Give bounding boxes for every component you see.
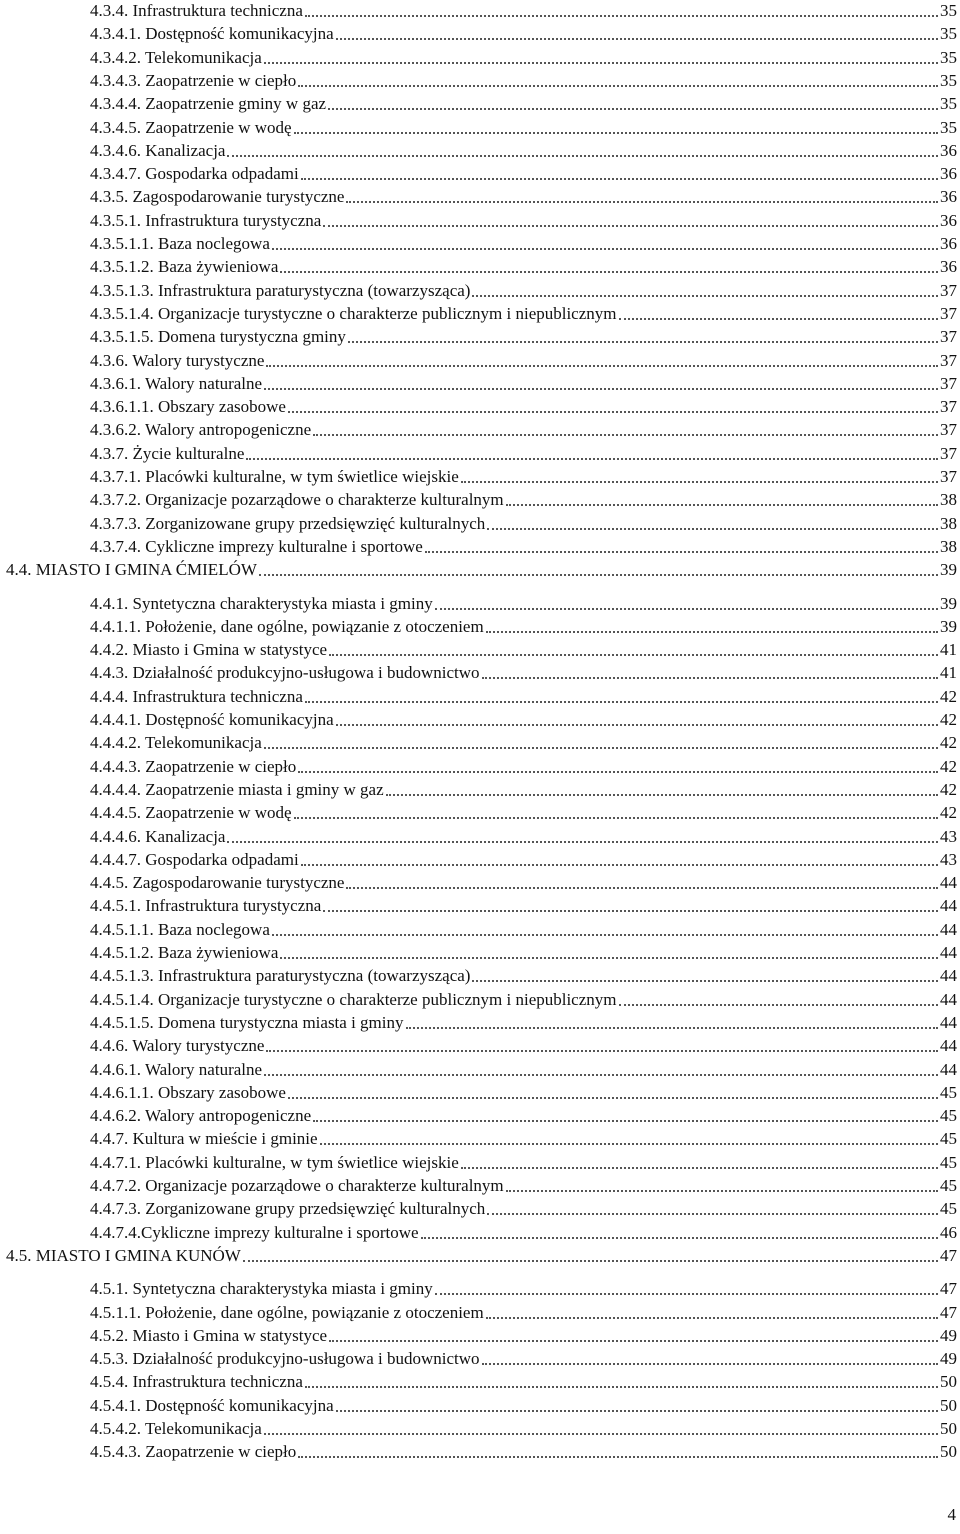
toc-dot-leader <box>298 1456 938 1458</box>
toc-entry-page: 37 <box>940 443 957 463</box>
toc-entry-title: 4.3.4.7. Gospodarka odpadami <box>90 164 299 184</box>
toc-entry-title: 4.4.4.3. Zaopatrzenie w ciepło <box>90 756 297 776</box>
toc-entry[interactable] <box>90 256 957 278</box>
toc-entry[interactable] <box>90 989 957 1011</box>
toc-dot-leader <box>264 62 938 64</box>
toc-entry[interactable] <box>90 826 957 848</box>
toc-entry[interactable] <box>90 233 957 255</box>
toc-entry-page: 35 <box>940 70 957 90</box>
toc-dot-leader <box>264 747 938 749</box>
toc-entry-title: 4.4.6.1.1. Obszary zasobowe <box>90 1082 286 1102</box>
toc-dot-leader <box>243 1260 938 1262</box>
toc-entry-title: 4.5.2. Miasto i Gmina w statystyce <box>90 1325 328 1345</box>
toc-entry-title: 4.5.4.2. Telekomunikacja <box>90 1419 262 1438</box>
toc-entry-title: 4.3.6.1. Walory naturalne <box>90 373 263 393</box>
toc-entry-title: 4.5.1.1. Położenie, dane ogólne, powiązanie z otoczeniem <box>90 1302 484 1322</box>
toc-entry-title: 4.4.5.1.2. Baza żywieniowa <box>90 943 279 962</box>
toc-entry[interactable] <box>90 709 957 731</box>
toc-entry[interactable] <box>90 802 957 824</box>
toc-dot-leader <box>328 108 938 110</box>
page-number: 4 <box>947 1505 956 1524</box>
toc-dot-leader <box>346 887 938 889</box>
toc-entry-title: 4.3.4.2. Telekomunikacja <box>90 47 262 67</box>
toc-entry[interactable] <box>90 1325 957 1347</box>
toc-dot-leader <box>329 1340 938 1342</box>
toc-entry-title: 4.4.4.6. Kanalizacja <box>90 826 226 846</box>
toc-entry-title: 4.3.7.4. Cykliczne imprezy kulturalne i sportowe <box>90 536 423 556</box>
toc-entry-title: 4.4.2. Miasto i Gmina w statystyce <box>90 640 328 660</box>
toc-entry[interactable] <box>90 756 957 778</box>
toc-entry-title: 4.4.4.5. Zaopatrzenie w wodę <box>90 803 292 823</box>
toc-entry[interactable] <box>90 186 957 208</box>
toc-entry[interactable] <box>90 849 957 871</box>
toc-entry-page: 37 <box>940 420 957 440</box>
toc-entry-page: 41 <box>940 640 957 660</box>
toc-dot-leader <box>272 248 938 250</box>
toc-dot-leader <box>272 934 938 936</box>
toc-entry-title: 4.4.4.1. Dostępność komunikacyjna <box>90 710 334 729</box>
toc-entry[interactable] <box>90 965 957 987</box>
toc-entry-title: 4.3.5.1. Infrastruktura turystyczna <box>90 210 322 230</box>
toc-entry[interactable] <box>90 373 957 395</box>
toc-entry[interactable] <box>90 639 957 661</box>
toc-entry-title: 4.3.5.1.4. Organizacje turystyczne o charakterze publicznym i niepublicznym <box>90 303 617 323</box>
toc-dot-leader <box>619 318 939 320</box>
toc-entry-title: 4.4.5.1. Infrastruktura turystyczna <box>90 896 322 916</box>
toc-entry-page: 45 <box>940 1129 957 1149</box>
toc-dot-leader <box>323 910 938 912</box>
toc-entry-page: 44 <box>940 1059 957 1079</box>
toc-entry-title: 4.3.6.2. Walory antropogeniczne <box>90 420 312 440</box>
toc-entry-title: 4.3.4.4. Zaopatrzenie gminy w gaz <box>90 94 327 114</box>
toc-dot-leader <box>435 1293 938 1295</box>
toc-entry-title: 4.4.4. Infrastruktura techniczna <box>90 686 303 706</box>
toc-entry-title: 4.4.5.1.3. Infrastruktura paraturystyczna (towarzysząca) <box>90 966 471 986</box>
toc-entry-title: 4.4.7.1. Placówki kulturalne, w tym świetlice wiejskie <box>90 1152 459 1172</box>
toc-entry[interactable] <box>90 942 957 964</box>
toc-entry[interactable] <box>6 559 957 581</box>
toc-entry-page: 39 <box>940 560 957 580</box>
toc-entry-page: 37 <box>940 350 957 370</box>
toc-entry-title: 4.4.5.1.5. Domena turystyczna miasta i gminy <box>90 1012 404 1032</box>
toc-dot-leader <box>305 701 938 703</box>
toc-dot-leader <box>264 388 938 390</box>
toc-entry-title: 4.5. MIASTO I GMINA KUNÓW <box>6 1245 241 1265</box>
toc-entry[interactable] <box>90 1371 957 1393</box>
toc-entry-page: 49 <box>940 1349 957 1369</box>
toc-entry-page: 36 <box>940 234 957 253</box>
toc-dot-leader <box>461 481 938 483</box>
toc-entry-page: 44 <box>940 943 957 962</box>
toc-entry[interactable] <box>90 536 957 558</box>
toc-dot-leader <box>280 957 938 959</box>
toc-dot-leader <box>298 771 938 773</box>
toc-dot-leader <box>305 1386 938 1388</box>
toc-entry-title: 4.5.1. Syntetyczna charakterystyka miasta i gminy <box>90 1279 433 1299</box>
toc-entry-page: 50 <box>940 1442 957 1462</box>
toc-entry-page: 38 <box>940 490 957 510</box>
toc-entry[interactable] <box>90 686 957 708</box>
toc-entry-page: 50 <box>940 1395 957 1415</box>
toc-dot-leader <box>288 411 938 413</box>
toc-entry-page: 50 <box>940 1419 957 1438</box>
toc-entry-title: 4.3.5.1.1. Baza noclegowa <box>90 234 270 253</box>
toc-entry-title: 4.4.6. Walory turystyczne <box>90 1036 265 1056</box>
toc-dot-leader <box>482 1363 938 1365</box>
toc-entry[interactable] <box>90 466 957 488</box>
toc-dot-leader <box>313 434 938 436</box>
toc-entry-title: 4.3.5.1.3. Infrastruktura paraturystyczna (towarzysząca) <box>90 280 471 300</box>
toc-dot-leader <box>472 295 938 297</box>
toc-dot-leader <box>336 724 938 726</box>
toc-entry-page: 42 <box>940 779 957 799</box>
toc-entry-title: 4.5.4.3. Zaopatrzenie w ciepło <box>90 1442 297 1462</box>
toc-entry[interactable] <box>90 1198 957 1220</box>
toc-entry[interactable] <box>90 303 957 325</box>
toc-entry-title: 4.3.4.3. Zaopatrzenie w ciepło <box>90 70 297 90</box>
toc-dot-leader <box>506 504 938 506</box>
toc-entry-page: 42 <box>940 756 957 776</box>
toc-dot-leader <box>294 132 938 134</box>
toc-dot-leader <box>320 1143 938 1145</box>
toc-dot-leader <box>264 1074 938 1076</box>
toc-entry-page: 45 <box>940 1176 957 1195</box>
toc-entry-page: 46 <box>940 1222 957 1242</box>
toc-entry-page: 43 <box>940 826 957 846</box>
toc-entry[interactable] <box>90 662 957 684</box>
toc-entry-page: 36 <box>940 257 957 277</box>
toc-entry[interactable] <box>90 140 957 162</box>
toc-entry-page: 42 <box>940 686 957 706</box>
toc-entry-page: 44 <box>940 1036 957 1056</box>
toc-entry[interactable] <box>90 513 957 535</box>
toc-entry[interactable] <box>90 210 957 232</box>
toc-entry-page: 36 <box>940 187 957 207</box>
toc-entry-title: 4.5.4. Infrastruktura techniczna <box>90 1372 303 1392</box>
toc-dot-leader <box>425 551 938 553</box>
toc-dot-leader <box>259 574 938 576</box>
toc-entry-page: 38 <box>940 536 957 556</box>
toc-entry-title: 4.4.1. Syntetyczna charakterystyka miasta i gminy <box>90 593 433 613</box>
toc-entry-title: 4.4.5. Zagospodarowanie turystyczne <box>90 873 345 893</box>
toc-entry[interactable] <box>90 93 957 115</box>
toc-dot-leader <box>472 980 938 982</box>
toc-entry-page: 44 <box>940 896 957 916</box>
toc-entry-title: 4.4.5.1.4. Organizacje turystyczne o charakterze publicznym i niepublicznym <box>90 989 617 1009</box>
toc-entry-page: 50 <box>940 1372 957 1392</box>
toc-entry-title: 4.3.4.6. Kanalizacja <box>90 140 226 160</box>
toc-dot-leader <box>336 1410 938 1412</box>
toc-dot-leader <box>406 1027 939 1029</box>
toc-dot-leader <box>266 365 938 367</box>
toc-entry[interactable] <box>90 779 957 801</box>
toc-entry-page: 47 <box>940 1279 957 1299</box>
toc-entry[interactable] <box>90 419 957 441</box>
toc-entry-title: 4.3.4.5. Zaopatrzenie w wodę <box>90 117 292 137</box>
toc-entry-title: 4.4.6.1. Walory naturalne <box>90 1059 263 1079</box>
toc-entry-title: 4.3.7.3. Zorganizowane grupy przedsięwzięć kulturalnych <box>90 513 486 533</box>
toc-entry-page: 45 <box>940 1082 957 1102</box>
toc-entry-title: 4.4. MIASTO I GMINA ĆMIELÓW <box>6 560 257 580</box>
toc-entry-title: 4.4.1.1. Położenie, dane ogólne, powiązanie z otoczeniem <box>90 616 484 636</box>
toc-entry[interactable] <box>90 872 957 894</box>
toc-entry[interactable] <box>90 1105 957 1127</box>
toc-dot-leader <box>506 1190 938 1192</box>
toc-entry-title: 4.3.7.2. Organizacje pozarządowe o charakterze kulturalnym <box>90 490 504 510</box>
toc-entry[interactable] <box>90 1395 957 1417</box>
toc-entry[interactable] <box>90 489 957 511</box>
toc-entry-title: 4.3.7. Życie kulturalne <box>90 443 245 463</box>
toc-entry[interactable] <box>90 1128 957 1150</box>
toc-dot-leader <box>323 225 938 227</box>
toc-entry-page: 47 <box>940 1302 957 1322</box>
toc-dot-leader <box>486 631 938 633</box>
toc-entry-page: 37 <box>940 280 957 300</box>
toc-entry-page: 44 <box>940 1012 957 1032</box>
toc-entry-page: 45 <box>940 1199 957 1219</box>
toc-entry-page: 43 <box>940 849 957 869</box>
toc-entry[interactable] <box>90 593 957 615</box>
toc-dot-leader <box>301 864 938 866</box>
toc-dot-leader <box>421 1237 938 1239</box>
toc-dot-leader <box>486 1317 938 1319</box>
toc-entry[interactable] <box>90 1035 957 1057</box>
toc-entry-page: 36 <box>940 164 957 184</box>
toc-entry-title: 4.5.4.1. Dostępność komunikacyjna <box>90 1395 334 1415</box>
toc-dot-leader <box>336 38 938 40</box>
toc-entry-page: 35 <box>940 117 957 137</box>
toc-dot-leader <box>386 794 938 796</box>
toc-entry-title: 4.4.7.2. Organizacje pozarządowe o charakterze kulturalnym <box>90 1176 504 1195</box>
toc-dot-leader <box>227 841 938 843</box>
toc-entry-page: 35 <box>940 24 957 44</box>
toc-entry-title: 4.4.4.4. Zaopatrzenie miasta i gminy w gaz <box>90 779 384 799</box>
toc-dot-leader <box>266 1050 938 1052</box>
toc-entry-title: 4.4.7.3. Zorganizowane grupy przedsięwzięć kulturalnych <box>90 1199 486 1219</box>
toc-entry-page: 38 <box>940 513 957 533</box>
toc-entry-page: 45 <box>940 1152 957 1172</box>
toc-entry[interactable] <box>90 1441 957 1463</box>
toc-entry-page: 42 <box>940 710 957 729</box>
toc-dot-leader <box>227 155 938 157</box>
toc-entry-title: 4.4.7.4.Cykliczne imprezy kulturalne i sportowe <box>90 1222 419 1242</box>
toc-entry-page: 36 <box>940 210 957 230</box>
toc-dot-leader <box>246 458 938 460</box>
toc-entry-title: 4.3.5.1.5. Domena turystyczna gminy <box>90 327 346 347</box>
toc-dot-leader <box>313 1120 938 1122</box>
toc-dot-leader <box>264 1433 938 1435</box>
toc-entry-title: 4.4.6.2. Walory antropogeniczne <box>90 1106 312 1126</box>
toc-entry[interactable] <box>90 1302 957 1324</box>
toc-dot-leader <box>298 85 938 87</box>
toc-entry-page: 35 <box>940 94 957 114</box>
toc-entry-title: 4.4.4.7. Gospodarka odpadami <box>90 849 299 869</box>
toc-entry[interactable] <box>90 919 957 941</box>
toc-entry[interactable] <box>90 326 957 348</box>
toc-entry[interactable] <box>90 1278 957 1300</box>
toc-entry[interactable] <box>90 47 957 69</box>
toc-dot-leader <box>288 1097 938 1099</box>
toc-entry[interactable] <box>90 443 957 465</box>
toc-entry-page: 45 <box>940 1106 957 1126</box>
toc-entry-title: 4.4.5.1.1. Baza noclegowa <box>90 919 270 939</box>
toc-entry[interactable] <box>90 117 957 139</box>
toc-entry[interactable] <box>90 1418 957 1440</box>
toc-entry-title: 4.3.4.1. Dostępność komunikacyjna <box>90 24 334 44</box>
toc-entry-page: 41 <box>940 663 957 683</box>
toc-dot-leader <box>329 654 938 656</box>
toc-entry[interactable] <box>90 1152 957 1174</box>
toc-entry-title: 4.3.4. Infrastruktura techniczna <box>90 1 303 20</box>
toc-entry[interactable] <box>90 280 957 302</box>
toc-entry-page: 37 <box>940 467 957 486</box>
toc-entry-page: 42 <box>940 733 957 753</box>
toc-entry-page: 37 <box>940 303 957 323</box>
toc-entry-page: 39 <box>940 616 957 636</box>
toc-entry-page: 36 <box>940 140 957 160</box>
toc-entry-title: 4.3.5.1.2. Baza żywieniowa <box>90 257 279 277</box>
toc-entry-page: 37 <box>940 397 957 417</box>
toc-entry[interactable] <box>90 616 957 638</box>
toc-entry[interactable] <box>90 1082 957 1104</box>
toc-entry-page: 44 <box>940 919 957 939</box>
toc-entry-title: 4.3.6.1.1. Obszary zasobowe <box>90 397 286 417</box>
toc-dot-leader <box>461 1167 938 1169</box>
toc-entry-page: 42 <box>940 803 957 823</box>
toc-dot-leader <box>482 677 938 679</box>
toc-dot-leader <box>305 15 938 17</box>
toc-entry-page: 39 <box>940 593 957 613</box>
toc-entry[interactable] <box>90 1012 957 1034</box>
toc-entry[interactable] <box>6 1245 957 1267</box>
toc-entry-title: 4.4.7. Kultura w mieście i gminie <box>90 1129 318 1149</box>
toc-entry[interactable] <box>90 70 957 92</box>
toc-dot-leader <box>280 271 938 273</box>
toc-dot-leader <box>487 1213 938 1215</box>
toc-entry[interactable] <box>90 1059 957 1081</box>
toc-entry-page: 37 <box>940 373 957 393</box>
toc-entry[interactable] <box>90 1222 957 1244</box>
toc-entry-page: 44 <box>940 966 957 986</box>
toc-entry-title: 4.5.3. Działalność produkcyjno-usługowa i budownictwo <box>90 1349 480 1369</box>
toc-dot-leader <box>619 1004 939 1006</box>
toc-entry-title: 4.3.7.1. Placówki kulturalne, w tym świetlice wiejskie <box>90 467 459 486</box>
toc-entry[interactable] <box>90 396 957 418</box>
toc-dot-leader <box>294 817 938 819</box>
toc-entry-page: 44 <box>940 873 957 893</box>
toc-entry[interactable] <box>90 1175 957 1197</box>
toc-entry[interactable] <box>90 732 957 754</box>
toc-entry-page: 35 <box>940 47 957 67</box>
toc-entry[interactable] <box>90 895 957 917</box>
toc-entry-page: 35 <box>940 1 957 20</box>
toc-entry-page: 49 <box>940 1325 957 1345</box>
toc-entry-page: 44 <box>940 989 957 1009</box>
toc-entry-title: 4.3.5. Zagospodarowanie turystyczne <box>90 187 345 207</box>
toc-entry[interactable] <box>90 0 957 22</box>
toc-entry[interactable] <box>90 23 957 45</box>
toc-dot-leader <box>487 528 938 530</box>
toc-entry[interactable] <box>90 1348 957 1370</box>
toc-entry-page: 37 <box>940 327 957 347</box>
toc-dot-leader <box>301 178 938 180</box>
toc-entry-title: 4.4.3. Działalność produkcyjno-usługowa i budownictwo <box>90 663 480 683</box>
toc-dot-leader <box>346 201 938 203</box>
toc-entry[interactable] <box>90 350 957 372</box>
toc-entry-title: 4.4.4.2. Telekomunikacja <box>90 733 262 753</box>
toc-entry[interactable] <box>90 163 957 185</box>
toc-dot-leader <box>435 608 938 610</box>
toc-entry-page: 47 <box>940 1245 957 1265</box>
toc-dot-leader <box>348 341 938 343</box>
toc-entry-title: 4.3.6. Walory turystyczne <box>90 350 265 370</box>
